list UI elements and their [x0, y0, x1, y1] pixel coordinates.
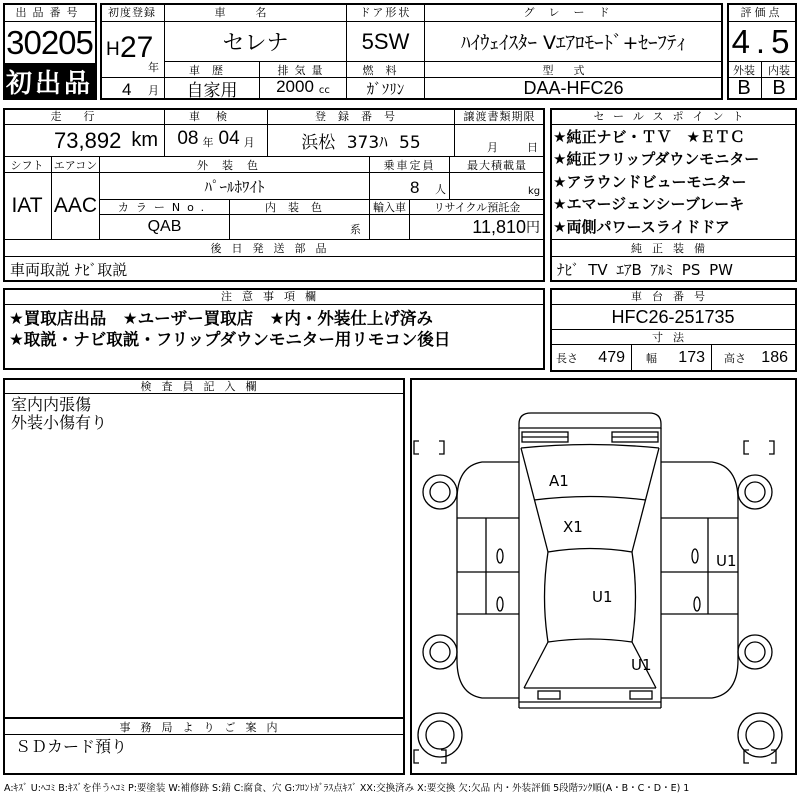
genuine-equipment-header: 純正装備 [550, 240, 797, 257]
max-load-unit: kg [528, 186, 541, 197]
score-header: 評価点 [727, 3, 797, 22]
genuine-equipment: ﾅﾋﾞ TV ｴｱB ｱﾙﾐ PS PW [550, 257, 797, 282]
transfer-deadline-header: 譲渡書類期限 [455, 108, 545, 125]
door-handle-icon [497, 597, 503, 611]
later-parts-header: 後日発送部品 [3, 240, 545, 257]
grade-header: グレード [425, 3, 723, 22]
mileage-header: 走行 [3, 108, 165, 125]
dimensions-header: 寸法 [550, 330, 797, 345]
height: 186 [761, 349, 788, 366]
registration-month-unit: 月 [148, 84, 159, 97]
wheel-icon [423, 635, 457, 669]
inspection-year: 08 [177, 128, 199, 149]
displacement-header: 排気量 [260, 62, 347, 78]
door-handle-icon [497, 549, 503, 563]
office-notice-header: 事務局よりご案内 [3, 718, 405, 735]
registration-number-header: 登録番号 [268, 108, 455, 125]
transfer-day-unit: 日 [527, 141, 538, 154]
lot-number: 30205 [3, 22, 97, 64]
windshield [534, 497, 646, 553]
color-no-header: カラーNo. [100, 200, 230, 215]
inspection-year-unit: 年 [202, 136, 214, 149]
length-cell [550, 345, 632, 372]
registration-year-unit: 年 [148, 61, 159, 74]
door-type-header: ドア形状 [347, 3, 425, 22]
sales-points-list [550, 125, 797, 240]
inspection-header: 車検 [165, 108, 268, 125]
height-label: 高さ [724, 352, 746, 365]
front-bumper [519, 413, 661, 428]
notes-line: ★買取店出品 ★ユーザー買取店 ★内・外装仕上げ済み [9, 309, 433, 328]
inspector-note-line: 外装小傷有り [11, 413, 108, 432]
first-registration-year-cell [100, 22, 165, 78]
aircon: AAC [52, 173, 100, 240]
sales-points-header: セールスポイント [550, 108, 797, 125]
shift-header: シフト [3, 157, 52, 173]
damage-mark: U1 [716, 552, 737, 570]
car-name: セレナ [165, 22, 347, 62]
sales-point-item: ★エマージェンシーブレーキ [553, 195, 745, 214]
damage-legend: A:ｷｽﾞ U:ﾍｺﾐ B:ｷｽﾞを伴うﾍｺﾐ P:要塗装 W:補修跡 S:錆 C:腐食、穴 G:ﾌﾛﾝﾄｶﾞﾗｽ点ｷｽﾞ XX:交換済み X:要交換 欠:欠品 内・外装評価 5段階ﾗﾝｸ順(A・B・C・D・E) 1 [4, 783, 690, 794]
office-notice: ＳＤカード預り [15, 737, 128, 756]
displacement-unit: cc [318, 85, 330, 96]
sales-point-item: ★アラウンドビューモニター [553, 172, 747, 191]
right-side-panel [661, 462, 738, 698]
interior-grade-header: 内装 [762, 62, 797, 78]
rear-bumper [519, 702, 661, 708]
length: 479 [598, 349, 625, 366]
exterior-grade: B [727, 78, 762, 100]
inspection-month: 04 [218, 128, 240, 149]
bracket-icon [744, 441, 774, 454]
hood [521, 445, 659, 553]
inspection-cell [165, 125, 268, 157]
rear-light-left [538, 691, 560, 699]
fuel-header: 燃料 [347, 62, 425, 78]
first-listing-badge: 初出品 [3, 64, 97, 100]
damage-mark: A1 [549, 472, 569, 490]
recycle-fee-cell [410, 215, 545, 240]
mileage: 73,892 [54, 127, 122, 153]
vehicle-damage-diagram [410, 378, 797, 775]
inspection-month-unit: 月 [243, 136, 255, 149]
later-parts: 車両取説 ﾅﾋﾞ取説 [3, 257, 545, 282]
spare-wheel-icon [418, 713, 462, 757]
model-code: DAA-HFC26 [425, 78, 723, 100]
mileage-unit: km [131, 129, 158, 151]
spare-wheel-icon [738, 713, 782, 757]
left-door-lines [457, 518, 519, 614]
sales-point-item: ★両側パワースライドドア [553, 217, 730, 236]
sales-point-item: ★純正ナビ・ＴＶ ★ＥＴＣ [553, 128, 745, 146]
bracket-icon [414, 441, 444, 454]
exterior-color: ﾊﾟｰﾙﾎﾜｲﾄ [100, 173, 370, 200]
car-name-header: 車名 [165, 3, 347, 22]
notes-content [3, 305, 545, 370]
inspector-notes-header: 検査員記入欄 [3, 378, 405, 394]
interior-color-unit: 系 [350, 223, 361, 236]
chassis-number: HFC26-251735 [550, 305, 797, 330]
damage-mark: U1 [631, 656, 652, 674]
exterior-color-header: 外装色 [100, 157, 370, 173]
registration-year: 27 [120, 31, 154, 64]
notes-header: 注意事項欄 [3, 288, 545, 305]
interior-color-cell [230, 215, 370, 240]
capacity-header: 乗車定員 [370, 157, 450, 173]
first-registration-header: 初度登録 [100, 3, 165, 22]
damage-mark: X1 [563, 518, 583, 536]
aircon-header: エアコン [52, 157, 100, 173]
model-code-header: 型式 [425, 62, 723, 78]
wheel-icon [423, 475, 457, 509]
width-cell [632, 345, 712, 372]
interior-grade: B [762, 78, 797, 100]
score: 4.5 [727, 22, 797, 62]
history-header: 車歴 [165, 62, 260, 78]
inspector-note-line: 室内内張傷 [11, 395, 92, 414]
color-no: QAB [100, 215, 230, 240]
capacity-cell [370, 173, 450, 200]
door-handle-icon [692, 549, 698, 563]
registration-number: 浜松 373ﾊ 55 [268, 125, 455, 157]
recycle-fee-unit: 円 [526, 220, 540, 236]
fuel: ｶﾞｿﾘﾝ [347, 78, 425, 100]
max-load-cell [450, 173, 545, 200]
rear-light-right [630, 691, 652, 699]
registration-month: 4 [122, 80, 132, 99]
height-cell [712, 345, 797, 372]
first-registration-month-cell [100, 78, 165, 100]
lot-number-header: 出品番号 [3, 3, 97, 22]
office-notice-content [3, 735, 405, 775]
capacity: 8 [410, 178, 420, 197]
notes-line: ★取説・ナビ取説・フリップダウンモニター用リモコン後日 [9, 330, 451, 349]
displacement: 2000 [276, 78, 314, 96]
transfer-deadline-cell [455, 125, 545, 157]
door-handle-icon [694, 597, 700, 611]
width-label: 幅 [646, 352, 657, 365]
damage-mark: U1 [592, 588, 613, 606]
sales-point-item: ★純正フリップダウンモニター [553, 150, 760, 169]
transfer-month-unit: 月 [487, 141, 498, 154]
roof [545, 552, 636, 642]
displacement-cell [260, 78, 347, 100]
history: 自家用 [165, 78, 260, 100]
exterior-grade-header: 外装 [727, 62, 762, 78]
shift: IAT [3, 173, 52, 240]
length-label: 長さ [556, 352, 578, 365]
wheel-icon [738, 635, 772, 669]
imported-header: 輸入車 [370, 200, 410, 215]
imported-value [370, 215, 410, 240]
mileage-cell [3, 125, 165, 157]
interior-color-header: 内装色 [230, 200, 370, 215]
recycle-fee: 11,810 [472, 216, 526, 237]
wheel-icon [738, 475, 772, 509]
door-type: 5SW [347, 22, 425, 62]
width: 173 [678, 349, 705, 366]
capacity-unit: 人 [435, 183, 446, 196]
max-load-header: 最大積載量 [450, 157, 545, 173]
chassis-number-header: 車台番号 [550, 288, 797, 305]
grade: ﾊｲｳｪｲｽﾀｰ Vｴｱﾛﾓｰﾄﾞ+ｾｰﾌﾃｨ [425, 22, 723, 62]
left-side-panel [457, 462, 519, 698]
era-letter: H [106, 39, 120, 60]
inspector-notes-content [3, 394, 405, 718]
recycle-fee-header: リサイクル預託金 [410, 200, 545, 215]
